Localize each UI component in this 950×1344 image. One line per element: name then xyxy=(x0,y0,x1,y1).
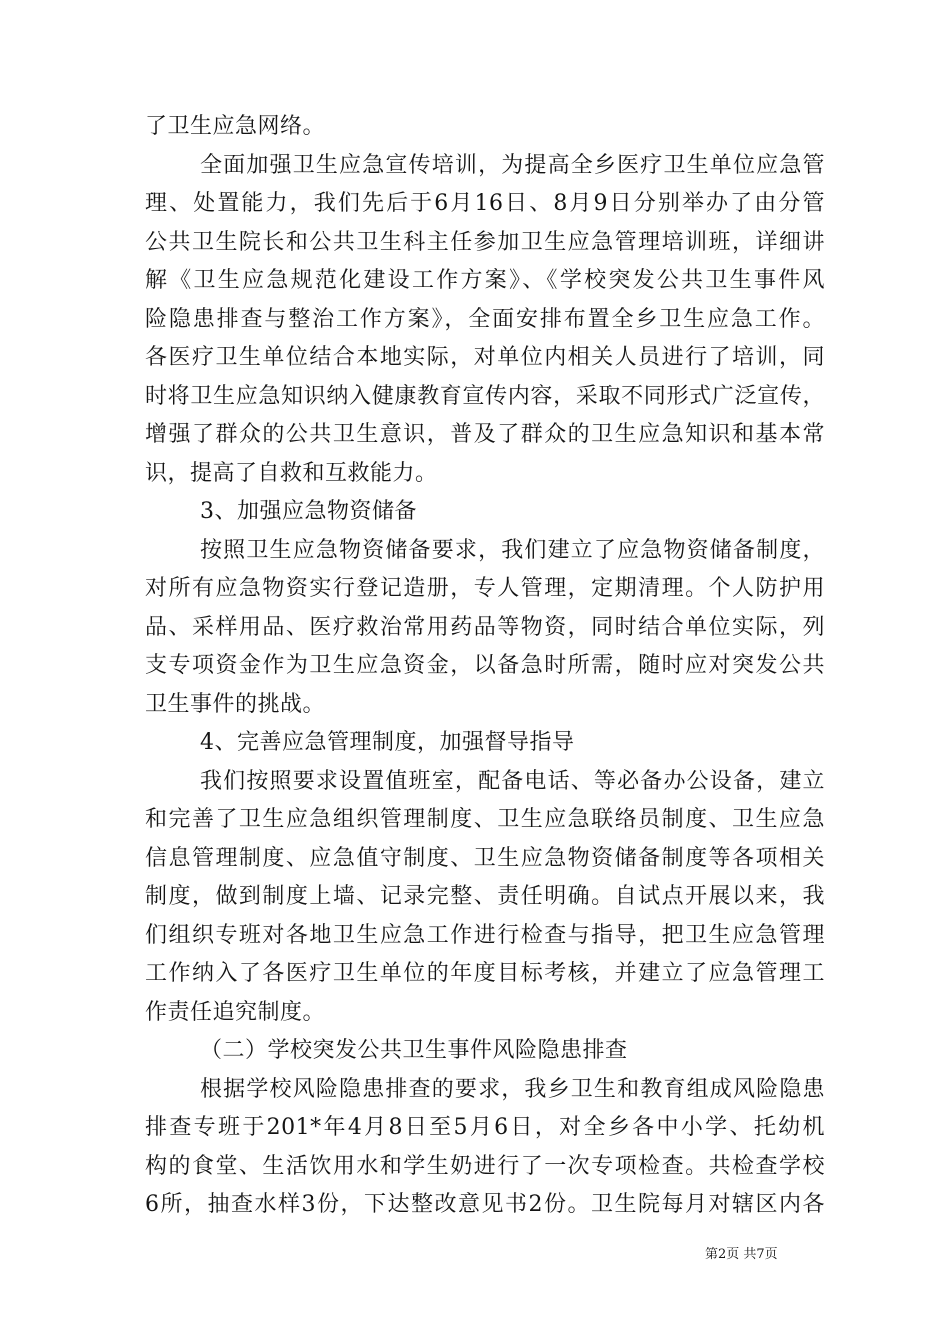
text-line: 根据学校风险隐患排查的要求，我乡卫生和教育组成风险隐患 xyxy=(200,1076,825,1102)
text-line: 全面加强卫生应急宣传培训，为提高全乡医疗卫生单位应急管 xyxy=(200,152,825,178)
page-number-footer: 第2页 共7页 xyxy=(705,1247,778,1262)
text-line: 险隐患排查与整治工作方案》，全面安排布置全乡卫生应急工作。 xyxy=(145,306,825,332)
text-line: 构的食堂、生活饮用水和学生奶进行了一次专项检查。共检查学校 xyxy=(145,1153,825,1179)
text-line: 工作纳入了各医疗卫生单位的年度目标考核，并建立了应急管理工 xyxy=(145,961,825,986)
text-line: 我们按照要求设置值班室，配备电话、等必备办公设备，建立 xyxy=(200,768,825,794)
text-line: 公共卫生院长和公共卫生科主任参加卫生应急管理培训班，详细讲 xyxy=(145,229,825,255)
section-heading: 4、完善应急管理制度，加强督导指导 xyxy=(200,730,575,755)
text-line: 制度，做到制度上墙、记录完整、责任明确。自试点开展以来，我 xyxy=(145,884,825,909)
text-line: 6所，抽查水样3份，下达整改意见书2份。卫生院每月对辖区内各 xyxy=(145,1192,825,1217)
text-line: 排查专班于201*年4月8日至5月6日，对全乡各中小学、托幼机 xyxy=(145,1115,825,1140)
text-line: 识，提高了自救和互救能力。 xyxy=(145,460,438,486)
text-line: 信息管理制度、应急值守制度、卫生应急物资储备制度等各项相关 xyxy=(145,845,825,871)
text-line: 理、处置能力，我们先后于6月16日、8月9日分别举办了由分管 xyxy=(145,191,825,216)
text-line: 按照卫生应急物资储备要求，我们建立了应急物资储备制度， xyxy=(200,537,825,563)
text-line: 了卫生应急网络。 xyxy=(145,114,326,139)
text-line: 支专项资金作为卫生应急资金，以备急时所需，随时应对突发公共 xyxy=(145,653,825,678)
text-line: 解《卫生应急规范化建设工作方案》、《学校突发公共卫生事件风 xyxy=(145,268,825,293)
section-heading: （二）学校突发公共卫生事件风险隐患排查 xyxy=(200,1038,628,1063)
text-line: 对所有应急物资实行登记造册，专人管理，定期清理。个人防护用 xyxy=(145,576,825,601)
text-line: 们组织专班对各地卫生应急工作进行检查与指导，把卫生应急管理 xyxy=(145,922,825,948)
text-line: 卫生事件的挑战。 xyxy=(145,691,326,717)
text-line: 和完善了卫生应急组织管理制度、卫生应急联络员制度、卫生应急 xyxy=(145,807,825,832)
section-heading: 3、加强应急物资储备 xyxy=(200,499,417,524)
text-line: 品、采样用品、医疗救治常用药品等物资，同时结合单位实际，列 xyxy=(145,614,825,640)
text-line: 作责任追究制度。 xyxy=(145,999,326,1025)
text-line: 时将卫生应急知识纳入健康教育宣传内容，采取不同形式广泛宣传， xyxy=(145,383,825,409)
text-line: 各医疗卫生单位结合本地实际，对单位内相关人员进行了培训，同 xyxy=(145,345,825,370)
text-line: 增强了群众的公共卫生意识，普及了群众的卫生应急知识和基本常 xyxy=(145,422,825,447)
